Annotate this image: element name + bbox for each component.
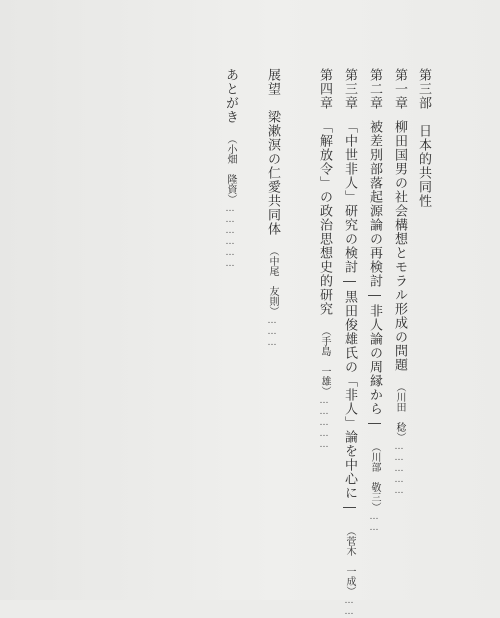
part-label: 第三部 <box>416 68 431 110</box>
chapter-author: （菅木 一成） <box>344 526 355 596</box>
leader-dots: …… <box>344 596 354 618</box>
part-heading <box>417 68 430 208</box>
leader-dots: ……… <box>267 316 277 349</box>
afterword-title: あとがき <box>223 68 238 124</box>
leader-dots: …………… <box>394 442 404 497</box>
chapter-number: 第二章 <box>367 68 382 110</box>
chapter-author: （川田 稔） <box>394 382 405 442</box>
afterword-entry <box>224 68 237 270</box>
leader-dots: ……………… <box>225 204 235 270</box>
chapter-title: 「解放令」の政治思想史的研究 <box>317 120 332 316</box>
chapter-4-entry <box>318 68 331 451</box>
chapter-title: 被差別部落起源論の再検討―非人論の周縁から― <box>367 120 382 432</box>
afterword-author: （小畑 隆資） <box>225 134 236 204</box>
outlook-author: （中尾 友則） <box>267 246 278 316</box>
chapter-3-entry <box>343 68 356 618</box>
leader-dots: …… <box>369 512 379 534</box>
part-title: 日本的共同性 <box>416 124 431 208</box>
chapter-number: 第四章 <box>317 68 332 110</box>
chapter-number: 第一章 <box>392 68 407 110</box>
chapter-1-entry <box>393 68 406 497</box>
chapter-2-entry <box>368 68 381 534</box>
chapter-author: （川部 敬三） <box>369 442 380 512</box>
outlook-entry <box>266 68 279 349</box>
outlook-title: 梁漱溟の仁愛共同体 <box>265 110 280 236</box>
chapter-number: 第三章 <box>342 68 357 110</box>
chapter-title: 「中世非人」研究の検討―黒田俊雄氏の「非人」論を中心に― <box>342 120 357 516</box>
outlook-label: 展望 <box>265 68 280 96</box>
leader-dots: …………… <box>319 396 329 451</box>
chapter-title: 柳田国男の社会構想とモラル形成の問題 <box>392 120 407 372</box>
chapter-author: （手島 一雄） <box>319 326 330 396</box>
